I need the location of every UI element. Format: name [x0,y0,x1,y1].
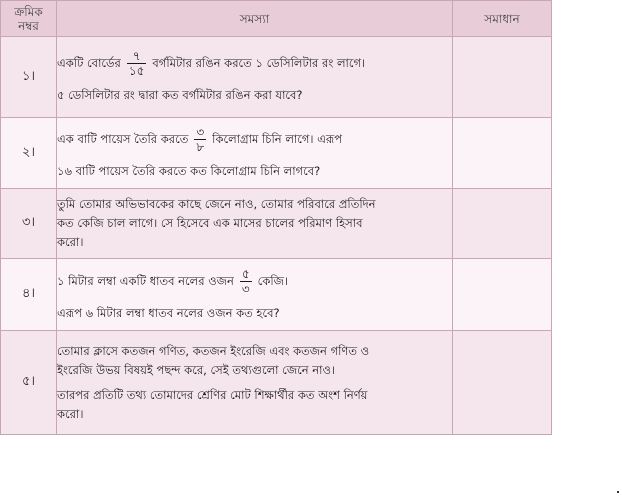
fraction [127,49,147,78]
problem-line [57,125,452,154]
solution-cell[interactable] [453,37,552,118]
serial-number: ৩। [1,189,57,259]
problem-text [57,259,453,331]
problem-line: করো। [57,406,84,421]
solution-cell[interactable] [453,259,552,331]
stray-dot [617,491,619,493]
solution-cell[interactable] [453,189,552,259]
fraction-denominator: ৩ [241,281,250,296]
problem-line: তুমি তোমার অভিভাবকের কাছে জেনে নাও, তোমার পরিবারে প্রতিদিন [57,197,376,211]
fraction-numerator: ৩ [196,125,205,139]
header-serial-line2: নম্বর [18,18,39,33]
problem-line: করো। [57,235,84,249]
problem-text [57,189,453,259]
table-row [1,118,552,189]
table-row [1,189,552,259]
header-serial-line1: ক্রমিক [14,4,43,19]
serial-number: ৫। [1,331,57,435]
serial-number: ১। [1,37,57,118]
solution-cell[interactable] [453,331,552,435]
text-before-fraction: ১ মিটার লম্বা একটি ধাতব নলের ওজন [57,273,234,288]
problem-line: তোমার ক্লাসে কতজন গণিত, কতজন ইংরেজি এবং কতজন গণিত ও [57,343,370,358]
problem-line: এরূপ ৬ মিটার লম্বা ধাতব নলের ওজন কত হবে? [57,305,280,320]
problem-line: ১৬ বাটি পায়েস তৈরি করতে কত কিলোগ্রাম চিনি লাগবে? [57,164,321,178]
table-row [1,37,552,118]
problem-line: তারপর প্রতিটি তথ্য তোমাদের শ্রেণির মোট শিক্ষার্থীর কত অংশ নির্ণয় [57,387,368,402]
header-row [1,1,552,37]
text-after-fraction: কিলোগ্রাম চিনি লাগে। এরূপ [212,132,343,146]
fraction-denominator: ১৫ [128,64,145,78]
fraction-numerator: ৫ [240,267,252,282]
header-problem: সমস্যা [57,1,453,37]
problem-line [57,267,452,296]
fraction [194,125,206,154]
serial-number: ২। [1,118,57,189]
text-before-fraction: একটি বোর্ডের [57,56,121,70]
text-after-fraction: কেজি। [257,273,289,288]
text-after-fraction: বর্গমিটার রঙিন করতে ১ ডেসিলিটার রং লাগে। [152,56,366,70]
fraction [240,267,252,296]
fraction-numerator: ৭ [127,49,147,64]
fraction-denominator: ৮ [196,140,205,154]
header-serial [1,1,57,37]
solution-cell[interactable] [453,118,552,189]
problem-line: কত কেজি চাল লাগে। সে হিসেবে এক মাসের চালের পরিমাণ হিসাব [57,216,363,230]
table-row [1,331,552,435]
problem-text [57,118,453,189]
header-solution: সমাধান [453,1,552,37]
text-before-fraction: এক বাটি পায়েস তৈরি করতে [57,132,189,146]
table-row [1,259,552,331]
problem-line: ইংরেজি উভয় বিষয়ই পছন্দ করে, সেই তথ্যগুলো জেনে নাও। [57,362,336,377]
problem-line: ৫ ডেসিলিটার রং দ্বারা কত বর্গমিটার রঙিন করা যাবে? [57,88,303,102]
problem-text [57,331,453,435]
serial-number: ৪। [1,259,57,331]
problem-text [57,37,453,118]
problem-line [57,49,452,78]
